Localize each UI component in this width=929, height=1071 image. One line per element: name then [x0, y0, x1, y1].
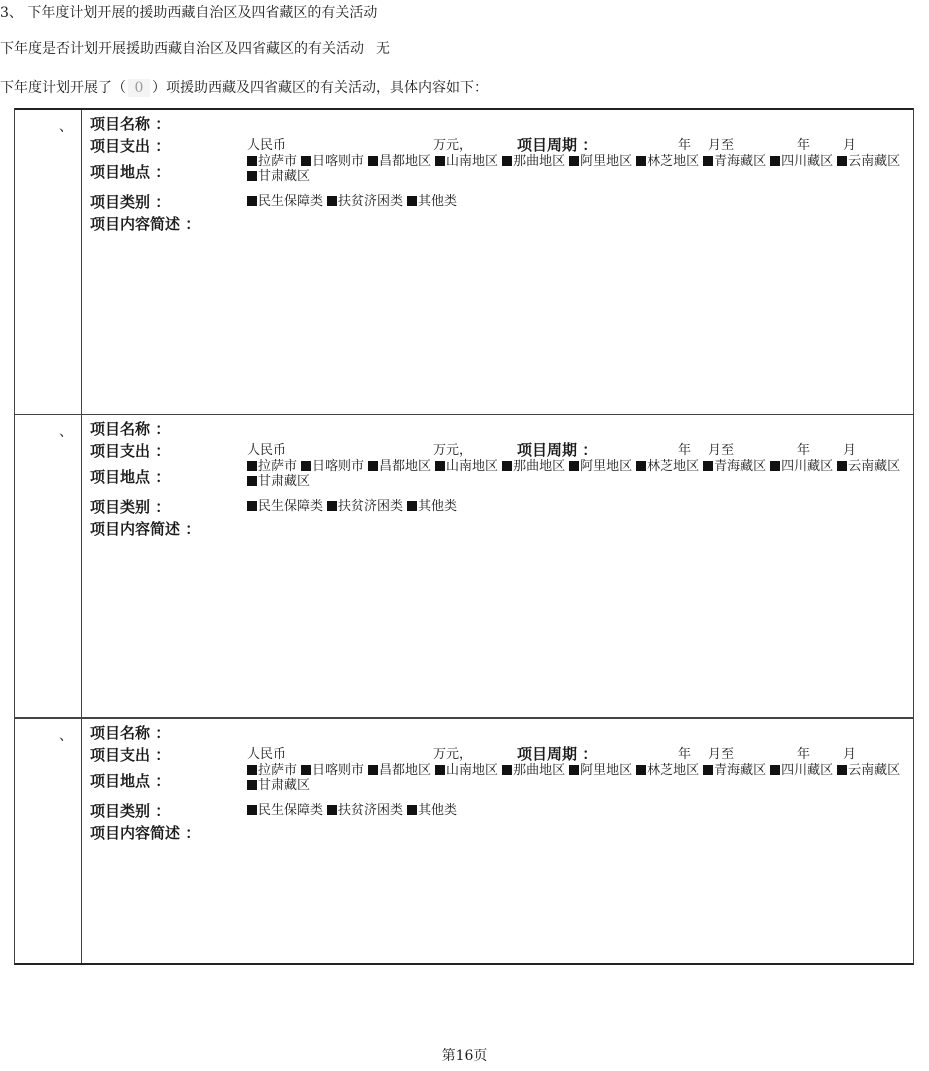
checkbox-icon[interactable]: [368, 461, 378, 471]
option-label: 拉萨市: [258, 459, 298, 474]
checkbox-icon[interactable]: [837, 156, 847, 166]
project-expense-label: 项目支出 ：: [90, 442, 171, 460]
checkbox-icon[interactable]: [368, 156, 378, 166]
option-label: 云南藏区: [848, 459, 901, 474]
checkbox-icon[interactable]: [368, 765, 378, 775]
category-option[interactable]: [247, 499, 323, 514]
location-option[interactable]: [703, 763, 766, 778]
checkbox-icon[interactable]: [247, 765, 257, 775]
option-label: 四川藏区: [781, 154, 834, 169]
location-options: [247, 154, 907, 184]
category-option[interactable]: [247, 194, 323, 209]
project-details: [90, 110, 907, 414]
option-label: 扶贫济困类: [338, 194, 404, 209]
checkbox-icon[interactable]: [569, 156, 579, 166]
cycle-year-start: 年: [678, 138, 692, 153]
option-label: 林芝地区: [647, 763, 700, 778]
option-label: 四川藏区: [781, 763, 834, 778]
location-option[interactable]: [770, 154, 833, 169]
cycle-month-end: 月: [843, 138, 857, 153]
location-option[interactable]: [435, 154, 498, 169]
checkbox-icon[interactable]: [301, 765, 311, 775]
plan-count-line: [0, 79, 488, 97]
cycle-year-end: 年: [797, 747, 811, 762]
option-label: 其他类: [418, 194, 458, 209]
location-option[interactable]: [247, 778, 310, 793]
project-location-label: 项目地点 ：: [90, 772, 171, 790]
option-label: 云南藏区: [848, 763, 901, 778]
unit-label: 万元，: [433, 747, 473, 762]
checkbox-icon[interactable]: [837, 765, 847, 775]
checkbox-icon[interactable]: [327, 805, 337, 815]
index-mark: 、: [59, 424, 73, 440]
count-input[interactable]: 0: [128, 79, 150, 97]
currency-label: 人民币: [247, 138, 287, 153]
category-options: [247, 801, 907, 821]
cycle-month-end: 月: [843, 443, 857, 458]
location-option[interactable]: [247, 169, 310, 184]
location-options: [247, 763, 907, 793]
checkbox-icon[interactable]: [247, 461, 257, 471]
cycle-month-to: 月至: [708, 747, 735, 762]
location-option[interactable]: [301, 154, 364, 169]
location-option[interactable]: [368, 154, 431, 169]
plan-answer: 无: [376, 41, 390, 57]
option-label: 山南地区: [446, 763, 499, 778]
project-description-label: 项目内容简述 ：: [90, 520, 201, 538]
checkbox-icon[interactable]: [502, 156, 512, 166]
location-option[interactable]: [703, 154, 766, 169]
category-options: [247, 192, 907, 212]
location-option[interactable]: [301, 763, 364, 778]
location-option[interactable]: [368, 763, 431, 778]
location-option[interactable]: [247, 154, 297, 169]
option-label: 扶贫济困类: [338, 803, 404, 818]
checkbox-icon[interactable]: [837, 461, 847, 471]
option-label: 甘肃藏区: [258, 474, 311, 489]
project-expense-label: 项目支出 ：: [90, 137, 171, 155]
index-cell: [15, 415, 82, 717]
option-label: 民生保障类: [258, 803, 324, 818]
option-label: 四川藏区: [781, 459, 834, 474]
location-option[interactable]: [837, 154, 900, 169]
index-mark: 、: [59, 119, 73, 135]
option-label: 林芝地区: [647, 154, 700, 169]
project-location-label: 项目地点 ：: [90, 163, 171, 181]
checkbox-icon[interactable]: [247, 156, 257, 166]
category-option[interactable]: [327, 803, 403, 818]
checkbox-icon[interactable]: [569, 461, 579, 471]
location-option[interactable]: [636, 459, 699, 474]
checkbox-icon[interactable]: [247, 196, 257, 206]
currency-label: 人民币: [247, 443, 287, 458]
location-option[interactable]: [569, 154, 632, 169]
currency-label: 人民币: [247, 747, 287, 762]
category-option[interactable]: [247, 803, 323, 818]
project-location-label: 项目地点 ：: [90, 468, 171, 486]
option-label: 日喀则市: [312, 154, 365, 169]
project-description-label: 项目内容简述 ：: [90, 824, 201, 842]
checkbox-icon[interactable]: [636, 156, 646, 166]
category-option[interactable]: [407, 194, 457, 209]
option-label: 拉萨市: [258, 154, 298, 169]
project-expense-label: 项目支出 ：: [90, 746, 171, 764]
unit-label: 万元，: [433, 138, 473, 153]
location-option[interactable]: [247, 459, 297, 474]
project-category-label: 项目类别 ：: [90, 193, 171, 211]
option-label: 青海藏区: [714, 154, 767, 169]
checkbox-icon[interactable]: [569, 765, 579, 775]
project-description-label: 项目内容简述 ：: [90, 215, 201, 233]
option-label: 扶贫济困类: [338, 499, 404, 514]
checkbox-icon[interactable]: [407, 196, 417, 206]
option-label: 拉萨市: [258, 763, 298, 778]
cycle-year-end: 年: [797, 443, 811, 458]
project-cycle-label: 项目周期 ：: [517, 136, 598, 154]
option-label: 阿里地区: [580, 763, 633, 778]
category-option[interactable]: [327, 194, 403, 209]
project-table: [14, 108, 914, 964]
location-option[interactable]: [435, 459, 498, 474]
checkbox-icon[interactable]: [636, 765, 646, 775]
location-option[interactable]: [301, 459, 364, 474]
location-option[interactable]: [770, 459, 833, 474]
project-details: [90, 415, 907, 717]
location-option[interactable]: [636, 763, 699, 778]
checkbox-icon[interactable]: [703, 156, 713, 166]
category-option[interactable]: [407, 499, 457, 514]
option-label: 林芝地区: [647, 459, 700, 474]
option-label: 其他类: [418, 803, 458, 818]
section-heading: 3、 下年度计划开展的援助西藏自治区及四省藏区的有关活动: [0, 5, 378, 21]
location-option[interactable]: [770, 763, 833, 778]
option-label: 民生保障类: [258, 194, 324, 209]
checkbox-icon[interactable]: [247, 780, 257, 790]
checkbox-icon[interactable]: [770, 765, 780, 775]
option-label: 民生保障类: [258, 499, 324, 514]
location-option[interactable]: [247, 763, 297, 778]
location-option[interactable]: [569, 763, 632, 778]
option-label: 那曲地区: [513, 459, 566, 474]
project-name-label: 项目名称 ：: [90, 724, 171, 742]
option-label: 日喀则市: [312, 763, 365, 778]
project-name-label: 项目名称 ：: [90, 115, 171, 133]
page-number: 第16页: [441, 1048, 488, 1064]
checkbox-icon[interactable]: [247, 171, 257, 181]
location-option[interactable]: [502, 154, 565, 169]
checkbox-icon[interactable]: [327, 501, 337, 511]
unit-label: 万元，: [433, 443, 473, 458]
location-option[interactable]: [703, 459, 766, 474]
project-block: [14, 108, 914, 415]
cycle-month-to: 月至: [708, 138, 735, 153]
project-details: [90, 719, 907, 963]
checkbox-icon[interactable]: [247, 501, 257, 511]
cycle-year-end: 年: [797, 138, 811, 153]
checkbox-icon[interactable]: [435, 461, 445, 471]
project-category-label: 项目类别 ：: [90, 498, 171, 516]
category-option[interactable]: [407, 803, 457, 818]
option-label: 昌都地区: [379, 459, 432, 474]
checkbox-icon[interactable]: [770, 461, 780, 471]
option-label: 青海藏区: [714, 763, 767, 778]
project-block: [14, 414, 914, 718]
location-option[interactable]: [502, 459, 565, 474]
option-label: 昌都地区: [379, 154, 432, 169]
location-option[interactable]: [569, 459, 632, 474]
project-category-label: 项目类别 ：: [90, 802, 171, 820]
index-mark: 、: [59, 728, 73, 744]
count-suffix: ）项援助西藏及四省藏区的有关活动，具体内容如下：: [152, 80, 488, 96]
location-option[interactable]: [435, 763, 498, 778]
checkbox-icon[interactable]: [247, 805, 257, 815]
option-label: 甘肃藏区: [258, 778, 311, 793]
index-cell: [15, 110, 82, 414]
option-label: 那曲地区: [513, 763, 566, 778]
checkbox-icon[interactable]: [247, 476, 257, 486]
checkbox-icon[interactable]: [407, 501, 417, 511]
location-option[interactable]: [502, 763, 565, 778]
cycle-month-end: 月: [843, 747, 857, 762]
project-cycle-label: 项目周期 ：: [517, 745, 598, 763]
location-option[interactable]: [636, 154, 699, 169]
checkbox-icon[interactable]: [636, 461, 646, 471]
option-label: 那曲地区: [513, 154, 566, 169]
checkbox-icon[interactable]: [301, 461, 311, 471]
checkbox-icon[interactable]: [435, 156, 445, 166]
count-prefix: 下年度计划开展了（: [0, 80, 126, 96]
location-option[interactable]: [837, 763, 900, 778]
checkbox-icon[interactable]: [703, 765, 713, 775]
option-label: 昌都地区: [379, 763, 432, 778]
category-option[interactable]: [327, 499, 403, 514]
project-block: [14, 718, 914, 965]
index-cell: [15, 719, 82, 963]
option-label: 青海藏区: [714, 459, 767, 474]
checkbox-icon[interactable]: [407, 805, 417, 815]
checkbox-icon[interactable]: [502, 765, 512, 775]
category-options: [247, 497, 907, 517]
location-option[interactable]: [247, 474, 310, 489]
checkbox-icon[interactable]: [703, 461, 713, 471]
option-label: 日喀则市: [312, 459, 365, 474]
plan-question: 下年度是否计划开展援助西藏自治区及四省藏区的有关活动: [0, 41, 364, 57]
checkbox-icon[interactable]: [502, 461, 512, 471]
project-name-label: 项目名称 ：: [90, 420, 171, 438]
option-label: 阿里地区: [580, 154, 633, 169]
location-options: [247, 459, 907, 489]
checkbox-icon[interactable]: [435, 765, 445, 775]
project-cycle-label: 项目周期 ：: [517, 441, 598, 459]
option-label: 云南藏区: [848, 154, 901, 169]
checkbox-icon[interactable]: [301, 156, 311, 166]
cycle-year-start: 年: [678, 443, 692, 458]
checkbox-icon[interactable]: [327, 196, 337, 206]
option-label: 阿里地区: [580, 459, 633, 474]
option-label: 其他类: [418, 499, 458, 514]
location-option[interactable]: [837, 459, 900, 474]
checkbox-icon[interactable]: [770, 156, 780, 166]
location-option[interactable]: [368, 459, 431, 474]
option-label: 甘肃藏区: [258, 169, 311, 184]
cycle-year-start: 年: [678, 747, 692, 762]
plan-question-line: [0, 40, 390, 58]
option-label: 山南地区: [446, 154, 499, 169]
option-label: 山南地区: [446, 459, 499, 474]
cycle-month-to: 月至: [708, 443, 735, 458]
